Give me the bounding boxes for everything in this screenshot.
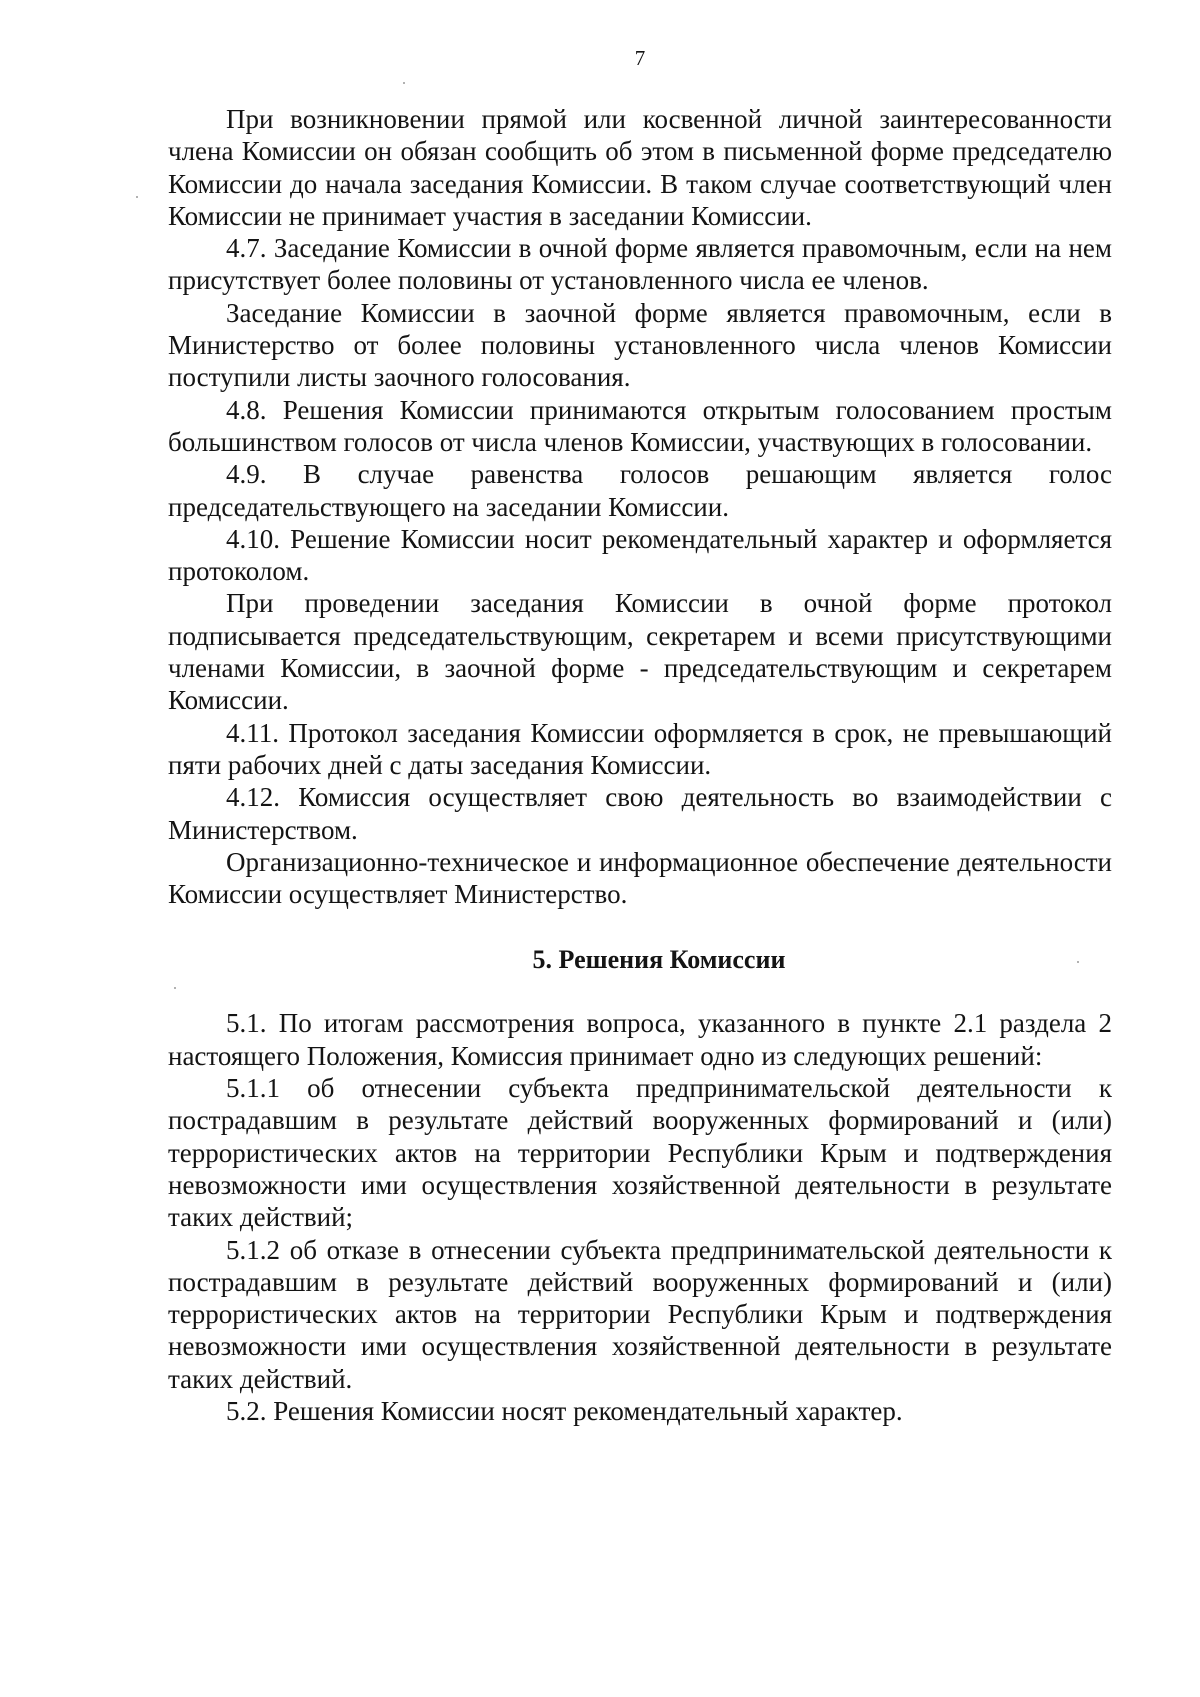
document-body bbox=[168, 103, 1112, 1427]
clause-4-10: 4.10. Решение Комиссии носит рекомендательный характер и оформляется протоколом. bbox=[168, 523, 1112, 587]
clause-4-11: 4.11. Протокол заседания Комиссии оформляется в срок, не превышающий пяти рабочих дней с даты заседания Комиссии. bbox=[168, 717, 1112, 780]
clause-4-7: 4.7. Заседание Комиссии в очной форме является правомочным, если на нем присутствует более половины от установленного числа ее членов. bbox=[168, 233, 1112, 296]
clause-5-1-2: 5.1.2 об отказе в отнесении субъекта предпринимательской деятельности к пострадавшим в результате действий вооруженных формирований и (или) террористических актов на территории Республики Крым и подтверждения невозможности ими осуществления хозяйственной деятельности в результате таких действий. bbox=[168, 1234, 1112, 1394]
page-number: 7 bbox=[634, 46, 646, 70]
body-paragraph: При проведении заседания Комиссии в очной форме протокол подписывается председательствующим, секретарем и всеми присутствующими членами Комиссии, в заочной форме - председательствующим и секретарем Комиссии. bbox=[168, 588, 1112, 716]
clause-4-8: 4.8. Решения Комиссии принимаются открытым голосованием простым большинством голосов от числа членов Комиссии, участвующих в голосовании. bbox=[168, 394, 1112, 457]
clause-4-9: 4.9. В случае равенства голосов решающим является голос председательствующего на заседании Комиссии. bbox=[168, 459, 1112, 522]
clause-5-1: 5.1. По итогам рассмотрения вопроса, указанного в пункте 2.1 раздела 2 настоящего Положения, Комиссия принимает одно из следующих решений: bbox=[168, 1008, 1112, 1071]
clause-5-1-1: 5.1.1 об отнесении субъекта предпринимательской деятельности к пострадавшим в результате действий вооруженных формирований и (или) террористических актов на территории Республики Крым и подтверждения невозможности ими осуществления хозяйственной деятельности в результате таких действий; bbox=[168, 1073, 1112, 1233]
body-paragraph: Организационно-техническое и информационное обеспечение деятельности Комиссии осуществляет Министерство. bbox=[168, 846, 1112, 910]
clause-5-2: 5.2. Решения Комиссии носят рекомендательный характер. bbox=[226, 1395, 903, 1426]
scan-speck bbox=[136, 196, 138, 198]
clause-4-12: 4.12. Комиссия осуществляет свою деятельность во взаимодействии с Министерством. bbox=[168, 782, 1112, 845]
body-paragraph: При возникновении прямой или косвенной личной заинтересованности члена Комиссии он обязан сообщить об этом в письменной форме председателю Комиссии до начала заседания Комиссии. В таком случае соответствующий член Комиссии не принимает участия в заседании Комиссии. bbox=[168, 104, 1112, 231]
section-heading: 5. Решения Комиссии bbox=[532, 945, 786, 975]
scan-speck bbox=[403, 82, 405, 84]
body-paragraph: Заседание Комиссии в заочной форме является правомочным, если в Министерство от более половины установленного числа членов Комиссии поступили листы заочного голосования. bbox=[168, 297, 1112, 393]
